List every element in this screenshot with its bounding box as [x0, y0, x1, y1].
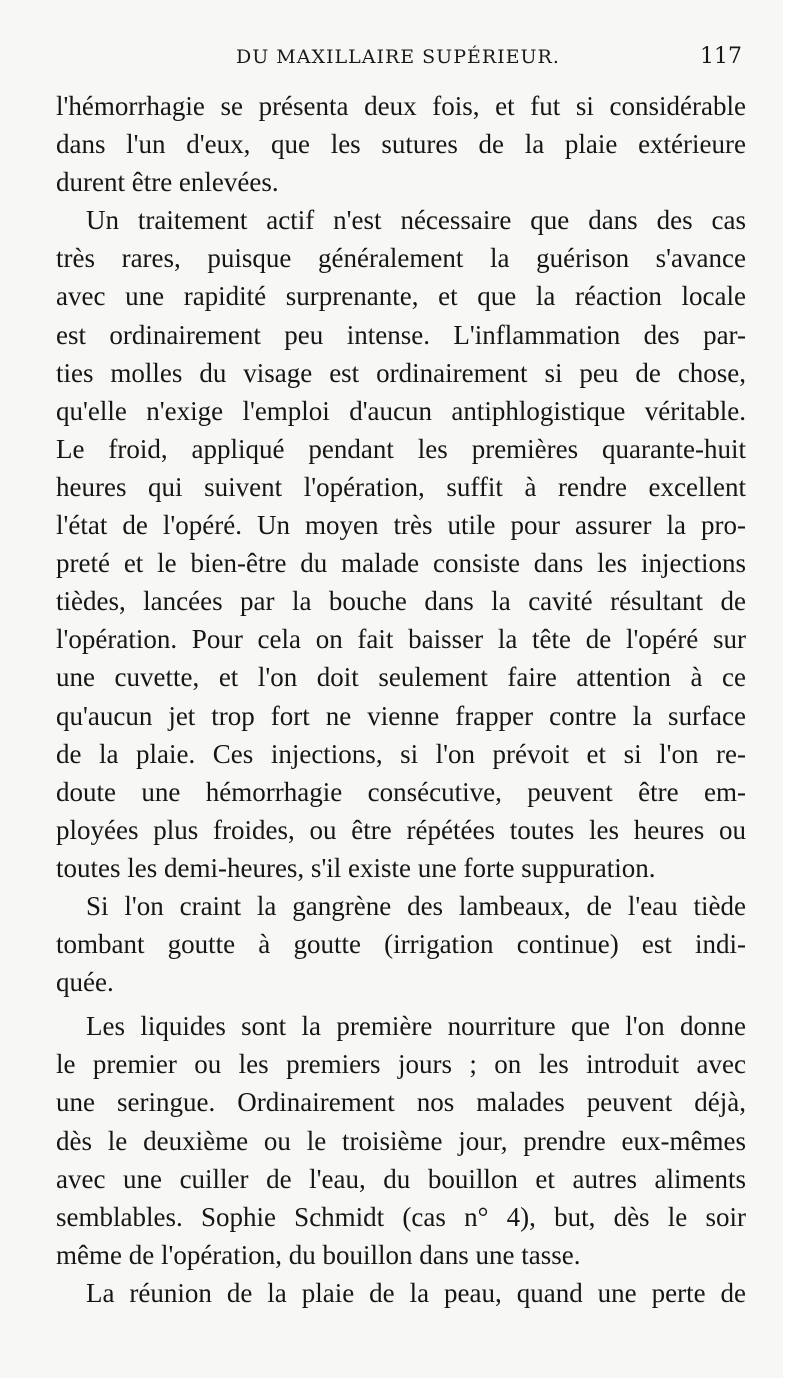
text-line: très rares, puisque généralement la guérison s'avance [56, 243, 746, 274]
text-line: l'hémorrhagie se présenta deux fois, et fut si considérable [56, 91, 746, 121]
text-line: toutes les demi-heures, s'il existe une forte suppuration. [56, 852, 656, 883]
text-line: semblables. Sophie Schmidt (cas n° 4), but, dès le soir [56, 1201, 746, 1232]
text-line: quée. [56, 967, 114, 998]
text-line: doute une hémorrhagie consécutive, peuvent être em- [56, 776, 746, 807]
text-line: tièdes, lancées par la bouche dans la cavité résultant de [56, 586, 746, 617]
text-line: dans l'un d'eux, que les sutures de la plaie extérieure [56, 129, 746, 160]
text-line: de la plaie. Ces injections, si l'on prévoit et si l'on re- [56, 738, 746, 769]
text-line: dès le deuxième ou le troisième jour, prendre eux-mêmes [56, 1125, 746, 1156]
text-line: même de l'opération, du bouillon dans une tasse. [56, 1239, 581, 1270]
paragraph [56, 1007, 746, 1274]
scan-margin [783, 0, 800, 1378]
text-line: ployées plus froides, ou être répétées toutes les heures ou [56, 814, 746, 845]
paragraph [56, 87, 746, 201]
body-text [56, 87, 746, 1312]
running-head: DU MAXILLAIRE SUPÉRIEUR. [236, 46, 560, 68]
text-line: Si l'on craint la gangrène des lambeaux, de l'eau tiède [86, 890, 746, 921]
text-line: Un traitement actif n'est nécessaire que dans des cas [86, 205, 746, 236]
paragraph [56, 201, 746, 887]
text-line: ties molles du visage est ordinairement si peu de chose, [56, 357, 746, 388]
text-line: preté et le bien-être du malade consiste dans les injections [56, 548, 746, 579]
text-line: qu'elle n'exige l'emploi d'aucun antiphlogistique véritable. [56, 395, 746, 426]
text-line: l'opération. Pour cela on fait baisser la tête de l'opéré sur [56, 624, 746, 655]
text-line: tombant goutte à goutte (irrigation continue) est indi- [56, 929, 746, 960]
paragraph [56, 1274, 746, 1312]
text-line: durent être enlevées. [56, 167, 279, 198]
text-line: l'état de l'opéré. Un moyen très utile pour assurer la pro- [56, 510, 746, 541]
paragraph [56, 887, 746, 1001]
text-line: La réunion de la plaie de la peau, quand une perte de [86, 1277, 746, 1308]
page-number: 117 [700, 44, 742, 69]
text-line: le premier ou les premiers jours ; on les introduit avec [56, 1049, 746, 1080]
text-line: heures qui suivent l'opération, suffit à rendre excellent [56, 471, 746, 502]
text-line: avec une cuiller de l'eau, du bouillon et autres aliments [56, 1163, 746, 1194]
page-header [56, 44, 742, 74]
text-line: Les liquides sont la première nourriture que l'on donne [86, 1011, 746, 1042]
text-line: est ordinairement peu intense. L'inflammation des par- [56, 319, 746, 350]
text-line: avec une rapidité surprenante, et que la réaction locale [56, 281, 746, 312]
text-line: une cuvette, et l'on doit seulement faire attention à ce [56, 662, 746, 693]
text-line: une seringue. Ordinairement nos malades peuvent déjà, [56, 1087, 746, 1118]
text-line: Le froid, appliqué pendant les premières quarante-huit [56, 433, 746, 464]
text-line: qu'aucun jet trop fort ne vienne frapper contre la surface [56, 700, 746, 731]
